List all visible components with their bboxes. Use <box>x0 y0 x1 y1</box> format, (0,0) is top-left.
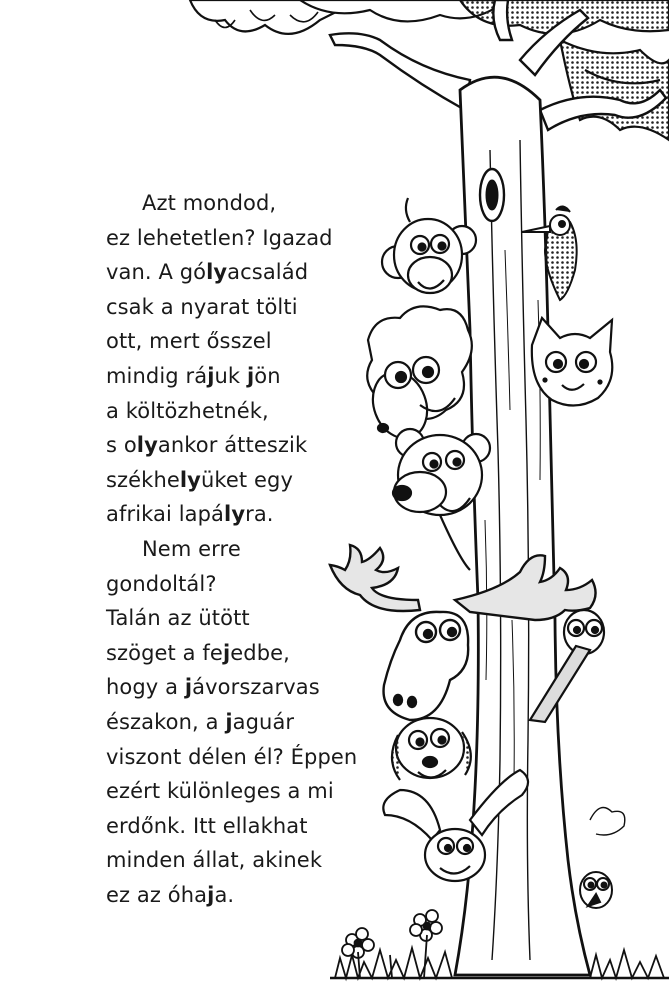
story-text-segment: székhe <box>106 467 180 492</box>
story-line <box>106 532 406 567</box>
story-text-segment: hogy a <box>106 675 185 700</box>
cat-icon <box>532 318 612 406</box>
story-text-segment: aguár <box>232 709 295 734</box>
story-line <box>106 740 406 775</box>
story-line <box>106 774 406 809</box>
story-text-segment: a. <box>214 882 235 907</box>
story-line <box>106 497 406 532</box>
story-text-segment: viszont délen él? Éppen <box>106 744 358 769</box>
story-line <box>106 636 406 671</box>
story-line <box>106 809 406 844</box>
highlighted-letters: j <box>222 640 231 665</box>
story-text-segment: mindig rá <box>106 363 208 388</box>
story-line <box>106 463 406 498</box>
story-text-segment: üket egy <box>200 467 293 492</box>
story-text-segment: Nem erre <box>142 536 241 561</box>
story-text-segment: uk <box>214 363 247 388</box>
story-text-segment: ávorszarvas <box>192 675 320 700</box>
story-text-segment: a költözhetnék, <box>106 398 269 423</box>
story-text-segment: van. A gó <box>106 260 207 285</box>
story-text-segment: szöget a fe <box>106 640 223 665</box>
highlighted-letters: ly <box>224 502 246 527</box>
story-text-segment: erdőnk. Itt ellakhat <box>106 813 308 838</box>
story-line <box>106 843 406 878</box>
story-text-segment: ra. <box>245 502 274 527</box>
story-text-segment: gondoltál? <box>106 571 217 596</box>
highlighted-letters: j <box>184 675 193 700</box>
story-text-segment: Azt mondod, <box>142 191 277 215</box>
story-text-segment: ott, mert ősszel <box>106 329 272 354</box>
story-line <box>106 601 406 636</box>
story-text-segment: ankor átteszik <box>157 433 308 458</box>
story-line <box>106 359 406 394</box>
story-text-segment: Talán az ütött <box>106 606 250 631</box>
story-text-segment: ez az óha <box>106 882 208 907</box>
story-text <box>106 186 406 912</box>
story-text-segment: edbe, <box>230 640 290 665</box>
story-text-segment: csak a nyarat tölti <box>106 294 298 319</box>
story-text-segment: acsalád <box>227 260 309 285</box>
highlighted-letters: ly <box>136 433 158 458</box>
highlighted-letters: j <box>225 709 233 734</box>
story-line <box>106 428 406 463</box>
story-line <box>106 567 406 602</box>
small-bird-icon <box>580 808 625 909</box>
highlighted-letters: ly <box>206 260 228 285</box>
story-line <box>106 324 406 359</box>
story-line <box>106 394 406 429</box>
story-text-segment: afrikai lapá <box>106 502 225 527</box>
story-text-segment: minden állat, akinek <box>106 848 323 873</box>
highlighted-letters: j <box>207 882 215 907</box>
story-text-segment: s o <box>106 433 137 458</box>
story-text-segment: ön <box>254 363 281 388</box>
story-line <box>106 878 406 913</box>
story-line <box>106 255 406 290</box>
story-line <box>106 670 406 705</box>
story-text-segment: ez lehetetlen? Igazad <box>106 225 333 250</box>
story-line <box>106 290 406 325</box>
story-line <box>106 186 406 221</box>
flower-icon <box>342 910 442 978</box>
highlighted-letters: j <box>207 363 215 388</box>
story-line <box>106 221 406 256</box>
highlighted-letters: j <box>246 363 255 388</box>
highlighted-letters: ly <box>179 467 201 492</box>
story-line <box>106 705 406 740</box>
story-text-segment: ezért különleges a mi <box>106 779 334 804</box>
story-text-segment: északon, a <box>106 709 226 734</box>
